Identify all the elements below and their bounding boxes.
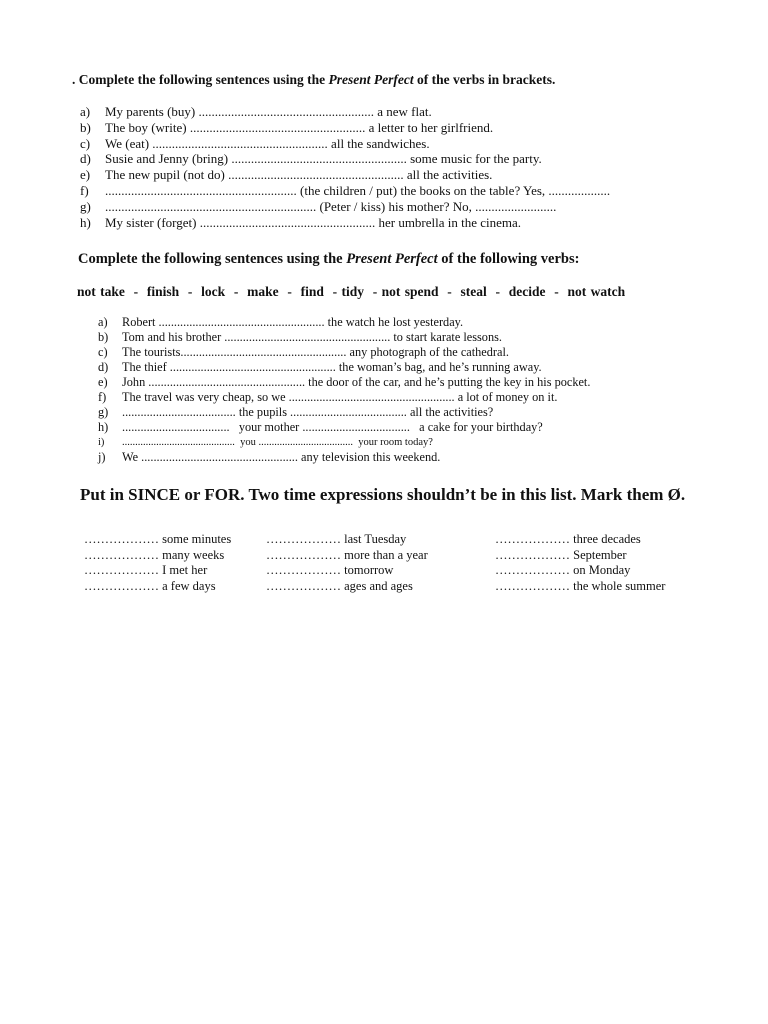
item-label: d)	[98, 360, 109, 374]
section1-title-em: Present Perfect	[328, 72, 414, 87]
list-item	[98, 390, 590, 405]
item-text: ..................................... the pupils ...................................... all the activities?	[122, 405, 494, 419]
item-label: b)	[98, 330, 109, 344]
section1-title-a: . Complete the following sentences using the	[72, 72, 329, 87]
list-item: ……………… I met her	[84, 563, 208, 577]
item-text: Susie and Jenny (bring) ...................................................... some music for the party.	[105, 151, 542, 167]
list-item	[98, 420, 590, 435]
section1-title-b: of the verbs in brackets.	[413, 72, 556, 87]
list-item	[80, 183, 610, 199]
item-text: My parents (buy) ...................................................... a new flat.	[105, 104, 432, 119]
list-item	[80, 199, 610, 215]
list-item: ……………… last Tuesday	[266, 532, 407, 546]
item-text: ................................... your mother ................................... a cake for your birthday?	[122, 420, 543, 434]
list-item	[98, 375, 590, 390]
list-item: ……………… the whole summer	[495, 578, 666, 593]
item-label: i)	[98, 437, 105, 448]
item-label: g)	[80, 198, 91, 214]
item-text: The thief ...................................................... the woman’s bag, and he’s running away.	[122, 360, 542, 374]
item-label: g)	[98, 405, 109, 419]
list-item	[98, 330, 590, 345]
list-item	[98, 360, 590, 375]
list-item: ……………… three decades	[495, 532, 641, 546]
item-text: ................................................................. (Peter / kiss) his mother? No, .........................	[105, 198, 557, 214]
list-item: ……………… on Monday	[495, 563, 631, 577]
item-label: e)	[80, 167, 91, 183]
item-text: Robert ...................................................... the watch he lost yesterday.	[122, 315, 464, 329]
item-label: b)	[80, 119, 91, 135]
list-item	[80, 120, 610, 136]
section2-title-a: Complete the following sentences using the	[78, 251, 347, 267]
item-label: h)	[80, 214, 91, 230]
item-label: c)	[80, 135, 91, 151]
item-text: The new pupil (not do) ...................................................... all the activities.	[105, 167, 493, 183]
list-item	[98, 435, 590, 450]
item-label: a)	[80, 104, 91, 119]
section1-title	[72, 72, 555, 88]
list-item: ……………… some minutes	[84, 532, 232, 546]
list-item	[80, 104, 610, 120]
list-item: ……………… more than a year	[266, 547, 428, 562]
list-item	[98, 405, 590, 420]
list-item	[80, 151, 610, 167]
item-text: Tom and his brother ...................................................... to start karate lessons.	[122, 330, 502, 344]
section2-title	[78, 251, 579, 268]
section2-title-em: Present Perfect	[346, 251, 438, 267]
verb-list: not take - finish - lock - make - find - tidy - not spend - steal - decide - not watch	[77, 284, 626, 299]
item-text: We (eat) ...................................................... all the sandwiches.	[105, 135, 430, 151]
item-text: ........................................................... (the children / put) the books on the table? Yes, ...................	[105, 182, 611, 198]
list-item	[80, 136, 610, 152]
expressions-column-3	[495, 532, 665, 594]
item-text: The travel was very cheap, so we ...................................................... a lot of money on it.	[122, 390, 558, 404]
section1-list	[80, 104, 610, 230]
item-label: d)	[80, 151, 91, 167]
item-label: a)	[98, 315, 108, 329]
list-item	[80, 215, 610, 231]
expressions-column-1	[84, 532, 231, 594]
list-item: ……………… a few days	[84, 578, 216, 593]
section3-title: Put in SINCE or FOR. Two time expressions shouldn’t be in this list. Mark them Ø.	[80, 485, 686, 504]
item-text: The boy (write) ...................................................... a letter to her girlfriend.	[105, 119, 494, 135]
item-label: f)	[80, 182, 89, 198]
list-item	[80, 167, 610, 183]
item-label: f)	[98, 390, 107, 404]
section2-list	[98, 315, 590, 465]
list-item	[98, 450, 590, 465]
section2-title-b: of the following verbs:	[437, 251, 580, 267]
list-item	[98, 315, 590, 330]
item-text: John ................................................... the door of the car, and he’s putting the key in his pocket.	[122, 375, 591, 389]
list-item: ……………… many weeks	[84, 547, 225, 562]
item-text: ........................................... you .................................... your room today?	[122, 437, 433, 448]
list-item	[98, 345, 590, 360]
item-text: My sister (forget) ...................................................... her umbrella in the cinema.	[105, 214, 522, 230]
item-label: j)	[98, 450, 106, 464]
item-text: We ................................................... any television this weekend.	[122, 450, 441, 464]
list-item: ……………… September	[495, 547, 627, 562]
item-label: e)	[98, 375, 108, 389]
item-label: h)	[98, 420, 109, 434]
item-label: c)	[98, 345, 108, 359]
list-item: ……………… tomorrow	[266, 563, 394, 577]
list-item: ……………… ages and ages	[266, 578, 413, 593]
expressions-column-2	[266, 532, 428, 594]
item-text: The tourists...................................................... any photograph of the cathedral.	[122, 345, 509, 359]
